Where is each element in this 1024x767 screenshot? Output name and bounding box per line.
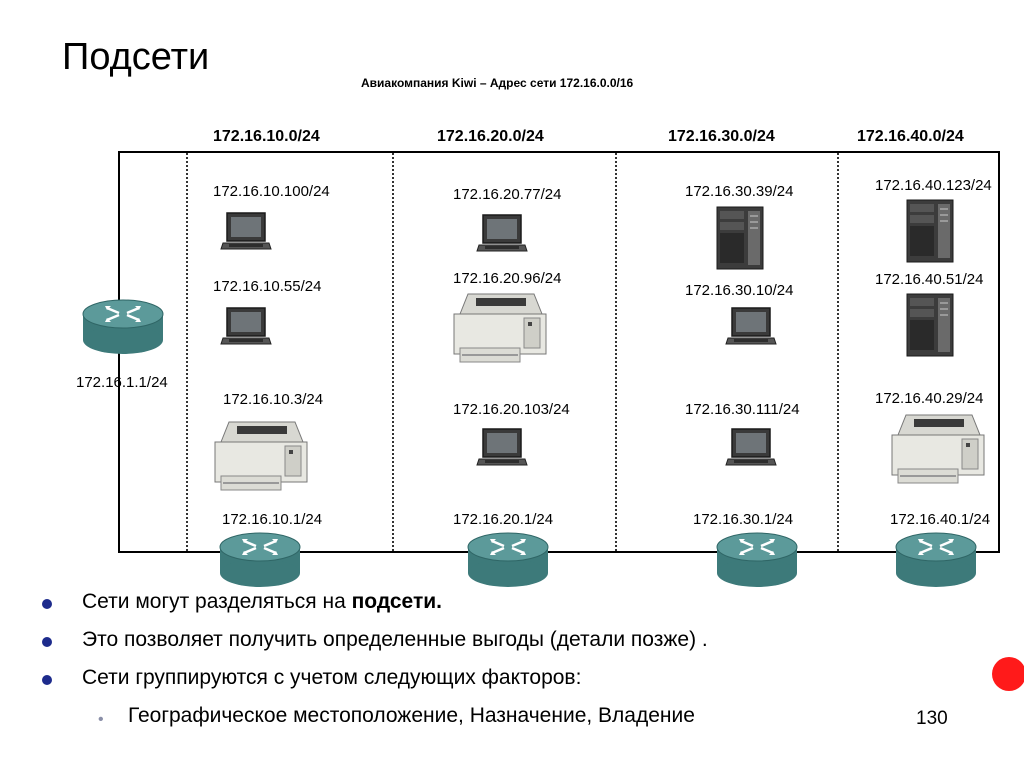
subnet-label-40: 172.16.40.0/24 xyxy=(857,128,964,145)
device-label: 172.16.10.3/24 xyxy=(223,391,324,408)
subnet-divider xyxy=(837,153,839,551)
device-label: 172.16.30.111/24 xyxy=(685,401,800,418)
bullet-icon xyxy=(42,637,52,647)
subnet-divider xyxy=(186,153,188,551)
laptop-icon xyxy=(221,306,271,344)
device-label: 172.16.40.29/24 xyxy=(875,390,984,407)
main-router-icon xyxy=(83,300,163,354)
device-label: 172.16.30.39/24 xyxy=(685,183,794,200)
laptop-icon xyxy=(477,213,527,251)
printer-icon xyxy=(454,292,546,364)
laptop-icon xyxy=(477,427,527,465)
device-label: 172.16.40.1/24 xyxy=(890,511,991,528)
bullet-list xyxy=(42,590,708,728)
bullet-item xyxy=(42,666,708,704)
bullet-icon xyxy=(42,675,52,685)
bullet-text: Сети группируются с учетом следующих факторов: xyxy=(82,666,582,689)
sub-bullet-text: Географическое местоположение, Назначение, Владение xyxy=(128,704,695,727)
bullet-item xyxy=(42,590,708,628)
printer-icon xyxy=(892,413,984,485)
red-record-dot[interactable] xyxy=(992,657,1024,691)
sub-bullet-icon: • xyxy=(98,711,104,728)
bullet-icon xyxy=(42,599,52,609)
subnet-label-20: 172.16.20.0/24 xyxy=(437,128,544,145)
bullet-item xyxy=(42,628,708,666)
server-icon xyxy=(907,200,953,262)
subnet-divider xyxy=(615,153,617,551)
device-label: 172.16.10.100/24 xyxy=(213,183,330,200)
page-number: 130 xyxy=(916,708,948,729)
server-icon xyxy=(717,207,763,269)
router-icon xyxy=(717,533,797,587)
laptop-icon xyxy=(726,427,776,465)
bullet-text: Это позволяет получить определенные выгоды (детали позже) . xyxy=(82,628,708,651)
device-label: 172.16.20.77/24 xyxy=(453,186,562,203)
subnet-label-30: 172.16.30.0/24 xyxy=(668,128,775,145)
laptop-icon xyxy=(221,211,271,249)
bullet-text: Сети могут разделяться на xyxy=(82,590,352,613)
subnet-label-10: 172.16.10.0/24 xyxy=(213,128,320,145)
device-label: 172.16.20.1/24 xyxy=(453,511,554,528)
device-label: 172.16.40.51/24 xyxy=(875,271,984,288)
bullet-bold-text: подсети. xyxy=(351,590,442,613)
device-label: 172.16.10.55/24 xyxy=(213,278,322,295)
device-label: 172.16.30.1/24 xyxy=(693,511,794,528)
router-icon xyxy=(468,533,548,587)
laptop-icon xyxy=(726,306,776,344)
subnet-divider xyxy=(392,153,394,551)
main-router-label: 172.16.1.1/24 xyxy=(76,374,168,391)
router-icon xyxy=(896,533,976,587)
printer-icon xyxy=(215,420,307,492)
device-label: 172.16.20.103/24 xyxy=(453,401,570,418)
diagram-subtitle: Авиакомпания Kiwi – Адрес сети 172.16.0.0/16 xyxy=(361,76,634,90)
device-label: 172.16.40.123/24 xyxy=(875,177,992,194)
sub-bullet-item xyxy=(42,704,708,728)
device-label: 172.16.20.96/24 xyxy=(453,270,562,287)
server-icon xyxy=(907,294,953,356)
device-label: 172.16.30.10/24 xyxy=(685,282,794,299)
device-label: 172.16.10.1/24 xyxy=(222,511,323,528)
router-icon xyxy=(220,533,300,587)
page-title: Подсети xyxy=(62,36,210,78)
